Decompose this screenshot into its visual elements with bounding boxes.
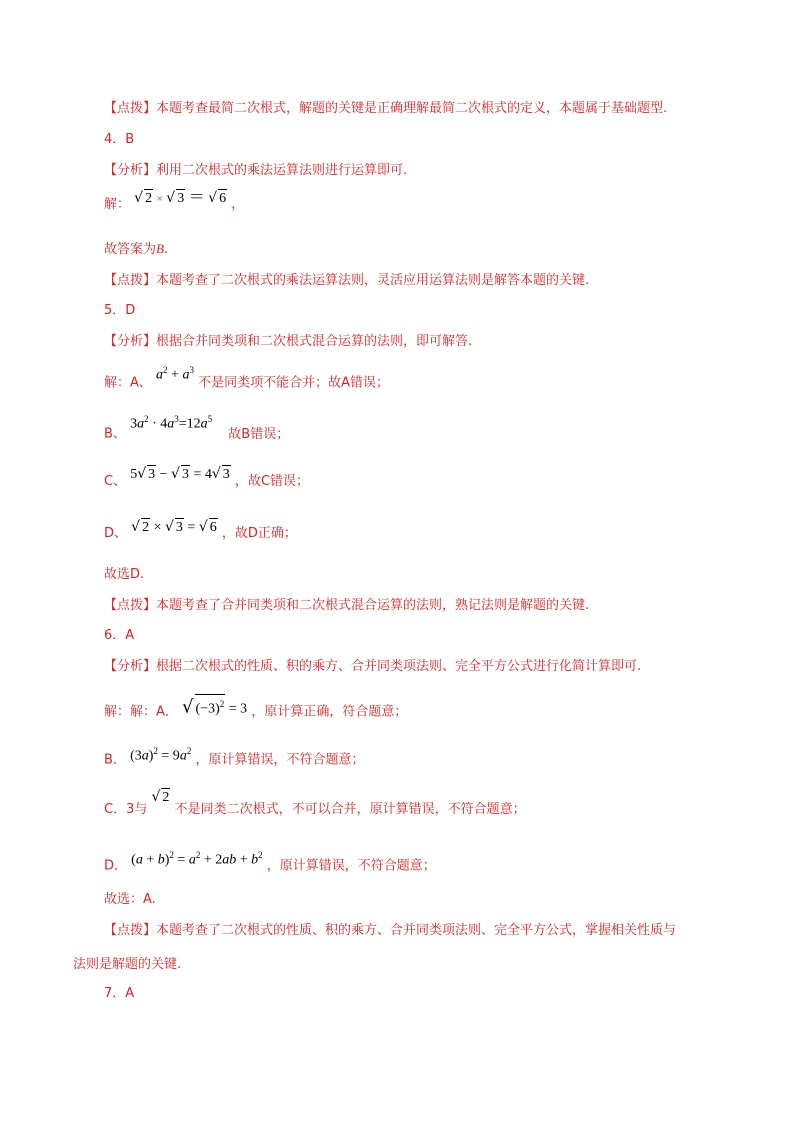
analysis-5: 【分析】根据合并同类项和二次根式混合运算的法则，即可解答. <box>104 334 473 349</box>
dianbo-note-3: 【点拨】本题考查最简二次根式，解题的关键是正确理解最简二次根式的定义，本题属于基础题型. <box>104 101 668 116</box>
solution-5-d: D、 √ 2 × √ 3 = √ 6 ，故D正确； <box>104 519 297 541</box>
solution-6-a: 解：解：A． √ $(-3)^2 = 3$ ，原计算正确，符合题意； <box>104 697 407 722</box>
formula-3a2-times-4a3: $3a^2 \cdot 4a^3=12a^5$ <box>130 414 213 432</box>
formula-sqrt2-times-sqrt3: √ 2 × √ 3 = √ 6 <box>131 519 217 535</box>
solution-5-a: 解：A、 $a^2 + a^3$ 不是同类项不能合并；故A错误； <box>104 369 389 393</box>
solution-6-d: D． $(a + b)^2 = a^2 + 2ab + b^2$ ，原计算错误，不符合题意； <box>104 852 436 876</box>
solution-4: 解： √ 2 × √ 3 ＝ √ 6 ， <box>104 189 245 212</box>
solution-6-c: C．3与 √ 2 不是同类二次根式，不可以合并，原计算错误，不符合题意； <box>104 789 526 817</box>
dianbo-note-6-line1: 【点拨】本题考查了二次根式的性质、积的乘方、合并同类项法则、完全平方公式，掌握相关性质与 <box>104 923 677 938</box>
answer-6: 故选：A. <box>104 892 156 907</box>
formula-5sqrt3-minus-sqrt3: 5√ 3 − √ 3 = 4√ 3 <box>130 466 230 482</box>
formula-sqrt2-times-sqrt3-eq-sqrt6: √ 2 × √ 3 ＝ √ 6 <box>134 189 227 206</box>
question-4-answer: 4．B <box>104 132 135 147</box>
analysis-6: 【分析】根据二次根式的性质、积的乘方、合并同类项法则、完全平方公式进行化简计算即可. <box>104 659 642 674</box>
answer-5: 故选D. <box>104 567 145 582</box>
analysis-4: 【分析】利用二次根式的乘法运算法则进行运算即可. <box>104 163 408 178</box>
solution-5-b: B、 $3a^2 \cdot 4a^3=12a^5$ 故B错误； <box>104 420 289 444</box>
solution-6-b: B． $(3a)^2 = 9a^2$ ，原计算错误，不符合题意； <box>104 746 364 770</box>
solution-5-c: C、 5√ 3 − √ 3 = 4√ 3 ，故C错误； <box>104 466 310 489</box>
formula-a2-plus-a3: $a^2 + a^3$ <box>156 365 194 383</box>
formula-sqrt-neg3-squared: √ $(-3)^2 = 3$ <box>182 694 247 719</box>
question-6-answer: 6．A <box>104 628 135 643</box>
question-7-answer: 7．A <box>104 986 135 1001</box>
dianbo-note-4: 【点拨】本题考查了二次根式的乘法运算法则，灵活应用运算法则是解答本题的关键. <box>104 273 590 288</box>
answer-4: 故答案为B. <box>104 241 169 257</box>
formula-3a-squared: $(3a)^2 = 9a^2$ <box>130 746 192 764</box>
dianbo-note-6-line2: 法则是解题的关键. <box>73 957 182 972</box>
solution-prefix: 解： <box>104 197 131 212</box>
question-5-answer: 5．D <box>104 303 136 318</box>
formula-sqrt2: √ 2 <box>151 789 170 805</box>
formula-a-plus-b-squared: $(a + b)^2 = a^2 + 2ab + b^2$ <box>131 850 263 868</box>
dianbo-note-5: 【点拨】本题考查了合并同类项和二次根式混合运算的法则，熟记法则是解题的关键. <box>104 598 590 613</box>
